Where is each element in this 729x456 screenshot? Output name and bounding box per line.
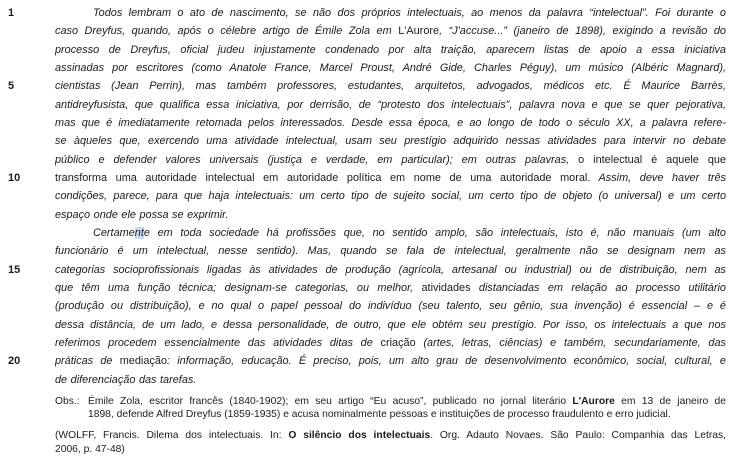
text-segment: , “J'accuse...” (janeiro de 1898), exigindo a revisão do xyxy=(439,25,726,38)
text-segment: criação xyxy=(380,336,416,349)
text-segment: espaço onde ele possa se exprimir. xyxy=(55,208,229,221)
text-segment: assinadas por escritores (como Anatole France, Marcel Proust, André Gide, Charles Péguy), um músico (Albéric Magnard), xyxy=(55,61,726,74)
text-segment: Assim, deve haver três xyxy=(590,171,726,184)
text-segment: Todos lembram o ato de nascimento, se não dos próprios intelectuais, ao menos da palavra “intelectual”. Foi durante o xyxy=(93,7,726,19)
text-segment: público e defender valores universais (justiça e verdade, em particular); em outras palavras, xyxy=(55,153,579,166)
line-text xyxy=(55,132,726,150)
text-segment: funcionário é um intelectual, nesse sentido). Mas, quando se fala de intelectual, geralmente não se designam nem as xyxy=(55,245,726,258)
text-segment: práticas de xyxy=(55,355,120,368)
text-segment: categorias socioprofissionais ligadas às atividades de produção (agrícola, artesanal ou industrial) ou de distribuição, nem as xyxy=(55,263,726,276)
text-segment: se àqueles que, exercendo uma atividade intelectual, usam seu prestígio adquirido nessas atividades para intervir no debate xyxy=(55,135,726,148)
text-line xyxy=(0,371,729,389)
observation-note xyxy=(55,395,726,422)
text-segment: e em toda sociedade há profissões que, no sentido amplo, são intelectuais, isto é, não manuais (um alto xyxy=(143,226,726,239)
obs-line xyxy=(88,408,726,422)
text-segment: L'Aurore xyxy=(572,395,615,407)
text-line xyxy=(0,187,729,205)
text-segment: transforma uma autoridade intelectual em autoridade política em nome de uma autoridade moral. xyxy=(55,171,591,184)
text-segment: processo de Dreyfus, oficial judeu injustamente condenado por alta traição, aparecem listas de apoio a essa iniciativa xyxy=(55,43,726,56)
line-number: 20 xyxy=(8,355,21,368)
line-text xyxy=(55,59,726,77)
text-segment: mediação xyxy=(119,355,167,368)
text-segment: O silêncio dos intelectuais xyxy=(288,430,431,442)
text-line xyxy=(0,206,729,224)
text-segment: (artes, letras, ciências) e também, secundariamente, das xyxy=(415,336,726,349)
text-line xyxy=(0,169,729,187)
line-text xyxy=(55,22,726,40)
line-text xyxy=(55,316,726,334)
line-number: 10 xyxy=(8,171,21,184)
text-line xyxy=(0,224,729,242)
text-segment: atividades xyxy=(421,281,471,294)
text-segment: referimos procedem essencialmente das atividades ditas de xyxy=(55,336,381,349)
text-line xyxy=(0,261,729,279)
text-line xyxy=(0,59,729,77)
text-segment: mas que é imediatamente retomada pelos interessados. Desde essa época, e ao longo de todo o século XX, a palavra refere- xyxy=(55,116,726,129)
text-line xyxy=(0,41,729,59)
line-text xyxy=(55,169,726,187)
text-line xyxy=(0,96,729,114)
line-text xyxy=(55,371,726,389)
text-segment: distanciadas em relação ao processo utilitário xyxy=(470,281,726,294)
text-line xyxy=(0,132,729,150)
source-citation xyxy=(55,429,726,456)
line-text xyxy=(55,279,726,297)
text-line xyxy=(0,334,729,352)
text-segment: em 13 de janeiro de xyxy=(614,395,726,407)
text-line xyxy=(0,316,729,334)
main-text xyxy=(0,4,729,389)
line-text xyxy=(55,224,726,242)
line-text xyxy=(55,206,726,224)
line-text xyxy=(55,352,726,370)
text-segment: 1898, defende Alfred Dreyfus (1859-1935) e acusa nominalmente pessoas e instituições de processo fraudulento e erro judicial. xyxy=(88,409,671,421)
text-line xyxy=(0,77,729,95)
text-segment: : informação, educação. É preciso, pois, um alto grau de desenvolvimento econômico, social, cultural, e xyxy=(166,355,726,368)
text-segment: Certame xyxy=(93,226,135,239)
line-number: 1 xyxy=(8,7,15,19)
text-segment: cientistas (Jean Perrin), mas também professores, estudantes, arquitetos, advogados, médicos etc. É Maurice Barrès, xyxy=(55,80,726,93)
text-line xyxy=(0,279,729,297)
obs-label: Obs.: xyxy=(55,395,80,407)
citation-line xyxy=(55,443,726,456)
line-text xyxy=(55,77,726,95)
line-text xyxy=(55,242,726,260)
line-text xyxy=(55,4,726,22)
text-segment: de diferenciação das tarefas. xyxy=(55,373,197,386)
line-text xyxy=(55,334,726,352)
line-text xyxy=(55,297,726,315)
text-line xyxy=(0,151,729,169)
obs-line xyxy=(88,395,726,409)
line-text xyxy=(55,96,726,114)
text-segment: caso Dreyfus, quando, após o célebre artigo de Émile Zola em xyxy=(55,25,399,38)
text-segment: antidreyfusista, que qualifica essa iniciativa, por derrisão, de “protesto dos intelectuais”, palavra nova e que se quer pejorativa, xyxy=(55,98,726,111)
text-segment: (WOLFF, Francis. Dilema dos intelectuais. In: xyxy=(55,430,289,442)
text-line xyxy=(0,22,729,40)
line-text xyxy=(55,41,726,59)
text-line xyxy=(0,242,729,260)
line-text xyxy=(55,114,726,132)
line-number: 5 xyxy=(8,80,15,93)
line-text xyxy=(55,261,726,279)
text-segment: que têm uma função técnica; designam-se categorias, ou melhor, xyxy=(55,281,422,294)
text-segment: nt xyxy=(134,226,144,239)
text-segment: L'Aurore xyxy=(398,25,440,38)
text-line xyxy=(0,352,729,370)
text-segment: o intelectual é aquele que xyxy=(578,153,726,166)
line-text xyxy=(55,187,726,205)
text-segment: Émile Zola, escritor francês (1840-1902); em seu artigo “Eu acuso”, publicado no jornal literário xyxy=(88,395,573,407)
text-segment: 2006, p. 47-48) xyxy=(55,443,125,455)
line-number: 15 xyxy=(8,263,21,276)
text-line xyxy=(0,297,729,315)
text-line xyxy=(0,4,729,22)
text-segment: condições, parece, para que haja intelectuais: um certo tipo de sujeito social, um certo tipo de objeto (o universal) e um certo xyxy=(55,190,726,203)
text-segment: dessa distância, de um lado, e dessa personalidade, de outro, que ele obtém seu prestígio. Por isso, os intelectuais a que nos xyxy=(55,318,726,331)
text-segment: (produção ou distribuição), e no qual o papel pessoal do indivíduo (seu talento, seu gênio, sua invenção) é essencial – e é xyxy=(55,300,726,313)
citation-line xyxy=(55,429,726,443)
obs-text xyxy=(88,395,726,422)
text-segment: . Org. Adauto Novaes. São Paulo: Companhia das Letras, xyxy=(430,430,726,442)
line-text xyxy=(55,151,726,169)
text-line xyxy=(0,114,729,132)
